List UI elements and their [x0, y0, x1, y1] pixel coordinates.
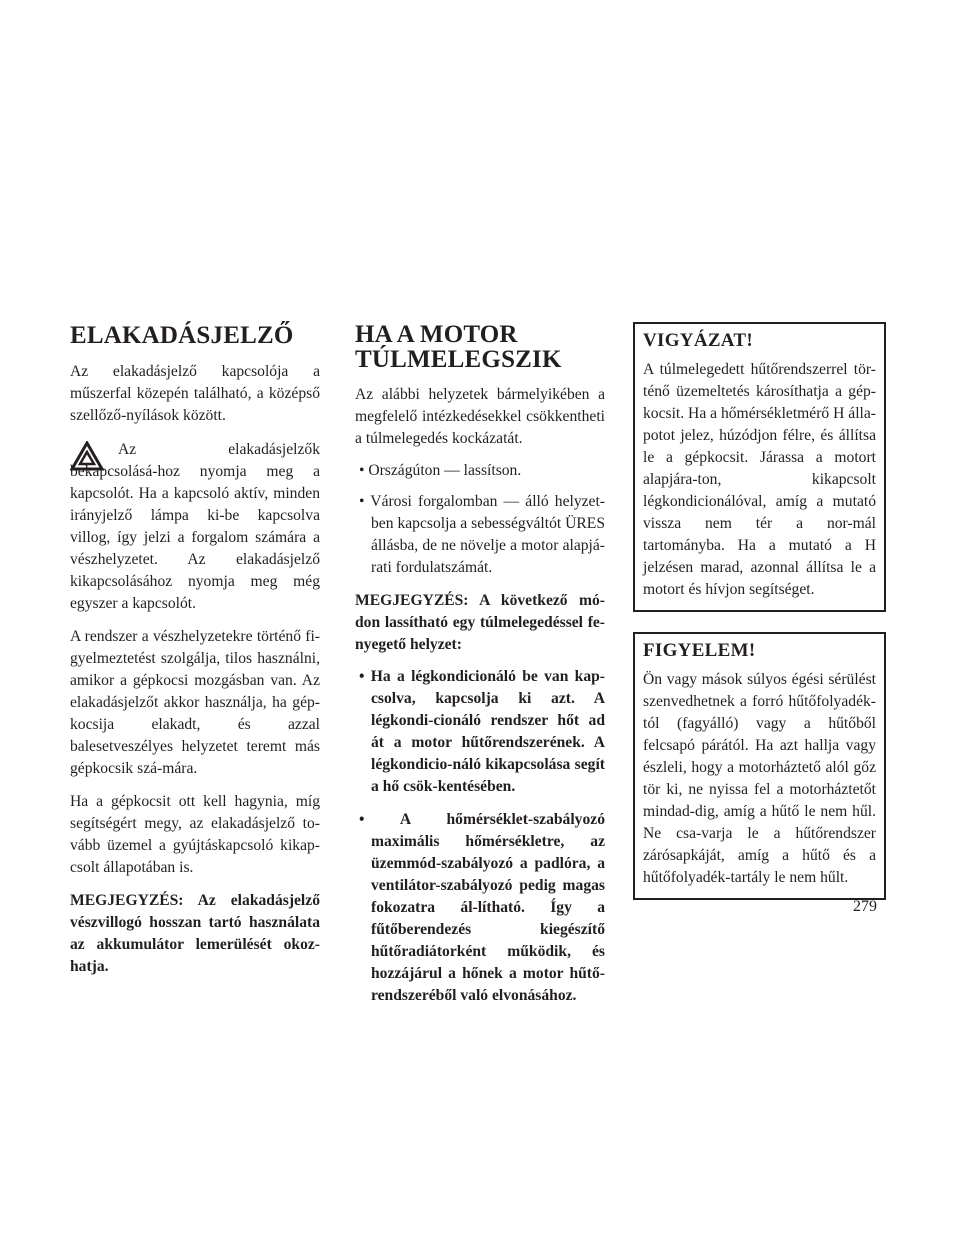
caution-box	[633, 322, 886, 612]
hazard-activation-text: Az elakadásjelzők bekapcsolásá-hoz nyomja meg a kapcsolót. Ha a kapcsoló aktív, minden irányjelző lámpa ki-be kapcsolva villog, így jelzi a forgalom számára a vészhelyzetet. Az elakadásjelző kikapcsolásához nyomja meg még egyszer a kapcsolót.	[70, 441, 320, 612]
column-left	[70, 322, 320, 978]
hazard-note: MEGJEGYZÉS: Az elakadásjelző vészvillogó hosszan tartó használata az akkumulátor lemerülését okoz-hatja.	[70, 892, 320, 975]
warning-text: Ön vagy mások súlyos égési sérülést szenvedhetnek a forró hűtőfolyadék-tól (fagyálló) vagy a hűtőből felcsapó párától. Ha azt hallja vagy észleli, hogy a motorháztető alól gőz tör ki, ne nyissa fel a motorháztetőt mindad-dig, amíg a hűtő le nem hűl. Ne csa-varja le a hűtőrendszer zárósapkáját, amíg a hűtő és a hűtőfolyadék-tartály le nem hűlt.	[643, 671, 876, 886]
hazard-triangle-icon	[70, 441, 104, 471]
hazard-location-text: Az elakadásjelző kapcsolója a műszerfal közepén található, a középső szellőző-nyílások között.	[70, 363, 320, 424]
column-middle	[355, 322, 605, 1007]
hazard-usage-text: A rendszer a vészhelyzetekre történő fi-gyelmeztetést szolgálja, tilos használni, amikor a gépkocsi mozgásban van. Az elakadásjelzőt akkor használja, ha gép-kocsija elakadt, és azzal balesetveszélyes helyzetet teremt más gépkocsik szá-mára.	[70, 628, 320, 777]
overheat-bullet-list	[355, 460, 605, 579]
column-right	[633, 322, 886, 900]
list-item: • Ha a légkondicionáló be van kap-csolva, kapcsolja ki azt. A légkondi-cionáló rendszer hőt ad át a motor hűtőrendszerének. A légkondicio-náló kikapcsolása segít a hő csök-kentésében.	[359, 668, 605, 795]
warning-box	[633, 632, 886, 900]
caution-text: A túlmelegedett hűtőrendszerrel tör-ténő üzemeltetés károsíthatja a gép-kocsit. Ha a hőmérsékletmérő H álla-potot jelez, húzódjon félre, és állítsa le a gépkocsit. Járassa a motort alapjára-ton, kikapcsolt légkondicionálóval, amíg a mutató vissza nem tér a nor-mál tartományba. Ha a mutató a H jelzésen marad, azonnal állítsa le a motort és hívjon segítséget.	[643, 361, 876, 598]
list-item: • A hőmérséklet-szabályozó maximális hőmérsékletre, az üzemmód-szabályozó a padlóra, a ventilátor-szabályozó pedig magas fokozatra ál-lítható. Így a fűtőberendezés kiegészítő hűtőradiátorként működik, és hozzájárul a hőnek a motor hűtő-rendszeréből való elvonásához.	[359, 811, 605, 1004]
overheat-note: MEGJEGYZÉS: A következő mó-don lassítható egy túlmelegedéssel fe-nyegető helyzet:	[355, 592, 605, 653]
section-heading-overheat	[355, 322, 605, 372]
list-item: • Városi forgalomban — álló helyzet-ben kapcsolja a sebességváltót ÜRES állásba, de ne növelje a motor alapjá-rati fordulatszámát.	[359, 493, 605, 576]
heading-line-1: HA A MOTOR	[355, 321, 518, 348]
overheat-note-list	[355, 666, 605, 1007]
hazard-leave-vehicle-text: Ha a gépkocsit ott kell hagynia, míg segítségért megy, az elakadásjelző to-vább üzemel a gyújtáskapcsoló kikap-csolt állapotában is.	[70, 793, 320, 876]
heading-line-2: TÚLMELEGSZIK	[355, 346, 562, 373]
section-heading-hazard: ELAKADÁSJELZŐ	[70, 322, 294, 349]
warning-title: FIGYELEM!	[643, 640, 756, 661]
page-number: 279	[853, 898, 877, 915]
caution-title: VIGYÁZAT!	[643, 330, 754, 351]
overheat-intro: Az alábbi helyzetek bármelyikében a megfelelő intézkedésekkel csökkentheti a túlmelegedés kockázatát.	[355, 386, 605, 447]
hazard-switch-block	[70, 439, 320, 615]
list-item: • Országúton — lassítson.	[359, 462, 522, 479]
